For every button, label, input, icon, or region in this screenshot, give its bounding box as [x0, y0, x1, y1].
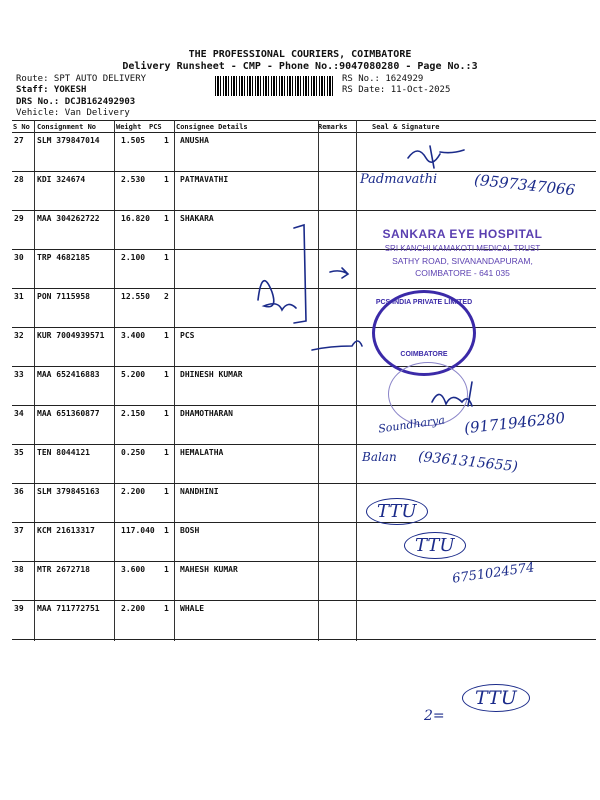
row-weight: 3.600: [121, 565, 146, 574]
row-consignment-no: MAA 651360877: [37, 409, 100, 418]
signature-row31: [258, 281, 296, 310]
row-consignment-no: SLM 379847014: [37, 136, 100, 145]
row-consignee: DHINESH KUMAR: [180, 370, 243, 379]
row-pcs: 1: [164, 331, 169, 340]
hw-row36-mark: TTU: [366, 498, 428, 525]
row-pcs: 1: [164, 526, 169, 535]
col-remarks: Remarks: [318, 123, 348, 131]
row-weight: 2.150: [121, 409, 146, 418]
col-sno: S No: [13, 123, 30, 131]
rs-date: RS Date: 11-Oct-2025: [342, 85, 451, 95]
row-consignee: PATMAVATHI: [180, 175, 229, 184]
row-pcs: 1: [164, 487, 169, 496]
row-consignment-no: MTR 2672718: [37, 565, 90, 574]
col-consignee: Consignee Details: [176, 123, 248, 131]
row-weight: 117.040: [121, 526, 155, 535]
hw-row35-phone: (9361315655): [417, 448, 519, 476]
row-sno: 33: [14, 370, 24, 379]
row-pcs: 1: [164, 409, 169, 418]
stamp-line1: SANKARA EYE HOSPITAL: [382, 227, 543, 241]
row-consignment-no: PON 7115958: [37, 292, 90, 301]
row-consignee: ANUSHA: [180, 136, 209, 145]
row-pcs: 1: [164, 448, 169, 457]
row-weight: 2.200: [121, 487, 146, 496]
row-weight: 16.820: [121, 214, 150, 223]
row-pcs: 1: [164, 370, 169, 379]
runsheet-title: Delivery Runsheet - CMP - Phone No.:9047080280 - Page No.:3: [122, 61, 478, 72]
row-weight: 2.200: [121, 604, 146, 613]
row-consignment-no: KCM 21613317: [37, 526, 95, 535]
row-sno: 32: [14, 331, 24, 340]
hw-row34-name: Soundharya: [377, 413, 446, 436]
signature-row34: [432, 382, 472, 406]
arrow-mark: [330, 268, 348, 278]
row-weight: 12.550: [121, 292, 150, 301]
hw-bottom-mark: TTU: [462, 684, 530, 712]
drs-number: DRS No.: DCJB162492903: [16, 97, 136, 107]
row-sno: 29: [14, 214, 24, 223]
row-consignment-no: TRP 4682185: [37, 253, 90, 262]
row-weight: 0.250: [121, 448, 146, 457]
hw-row37-mark: TTU: [404, 532, 466, 559]
row-sno: 30: [14, 253, 24, 262]
stamp-line2: SRI KANCHI KAMAKOTI MEDICAL TRUST: [384, 244, 541, 253]
col-pcs: PCS: [149, 123, 162, 131]
row-consignee: SHAKARA: [180, 214, 214, 223]
rs-number: RS No.: 1624929: [342, 74, 424, 84]
route-label: Route: SPT AUTO DELIVERY: [16, 74, 147, 84]
stamp-line3: SATHY ROAD, SIVANANDAPURAM,: [392, 256, 533, 266]
hw-row28-name: Padmavathi: [360, 172, 438, 187]
col-seal: Seal & Signature: [372, 123, 440, 131]
row-pcs: 2: [164, 292, 169, 301]
company-title: THE PROFESSIONAL COURIERS, COIMBATORE: [188, 49, 412, 60]
row-sno: 31: [14, 292, 24, 301]
row-weight: 3.400: [121, 331, 146, 340]
signature-row27: [408, 146, 464, 168]
hw-row35-name: Balan: [362, 450, 397, 464]
hw-row34-phone: (9171946280: [463, 408, 566, 438]
row-consignee: MAHESH KUMAR: [180, 565, 238, 574]
row-pcs: 1: [164, 565, 169, 574]
stamp-line4: COIMBATORE - 641 035: [415, 268, 510, 278]
row-sno: 36: [14, 487, 24, 496]
row-consignment-no: KUR 7004939571: [37, 331, 105, 340]
row-consignment-no: MAA 304262722: [37, 214, 100, 223]
row-pcs: 1: [164, 175, 169, 184]
row-sno: 28: [14, 175, 24, 184]
row-pcs: 1: [164, 136, 169, 145]
row-sno: 35: [14, 448, 24, 457]
arrow-row32: [312, 341, 362, 350]
col-consignment: Consignment No: [37, 123, 97, 131]
row-weight: 5.200: [121, 370, 146, 379]
row-consignment-no: MAA 652416883: [37, 370, 100, 379]
row-consignment-no: SLM 379845163: [37, 487, 100, 496]
hw-row28-phone: (9597347066: [473, 170, 576, 200]
row-weight: 1.505: [121, 136, 146, 145]
hw-row38-phone: 6751024574: [451, 560, 536, 587]
row-sno: 34: [14, 409, 24, 418]
hw-count: 2=: [424, 708, 445, 724]
row-consignee: HEMALATHA: [180, 448, 224, 457]
seal-bottom-text: COIMBATORE: [400, 351, 448, 358]
row-sno: 37: [14, 526, 24, 535]
row-weight: 2.100: [121, 253, 146, 262]
vehicle-label: Vehicle: Van Delivery: [16, 108, 130, 118]
row-pcs: 1: [164, 253, 169, 262]
row-consignee: NANDHINI: [180, 487, 219, 496]
row-pcs: 1: [164, 604, 169, 613]
row-sno: 38: [14, 565, 24, 574]
row-consignee: WHALE: [180, 604, 205, 613]
staff-label: Staff: YOKESH: [16, 85, 87, 95]
row-consignment-no: TEN 8044121: [37, 448, 90, 457]
row-weight: 2.530: [121, 175, 146, 184]
row-consignee: BOSH: [180, 526, 200, 535]
row-consignee: DHAMOTHARAN: [180, 409, 233, 418]
row-sno: 39: [14, 604, 24, 613]
row-consignee: PCS: [180, 331, 195, 340]
col-weight: Weight: [116, 123, 142, 131]
row-consignment-no: MAA 711772751: [37, 604, 100, 613]
row-pcs: 1: [164, 214, 169, 223]
row-consignment-no: KDI 324674: [37, 175, 86, 184]
seal-top-text: PCS INDIA PRIVATE LIMITED: [375, 299, 473, 306]
row-sno: 27: [14, 136, 24, 145]
